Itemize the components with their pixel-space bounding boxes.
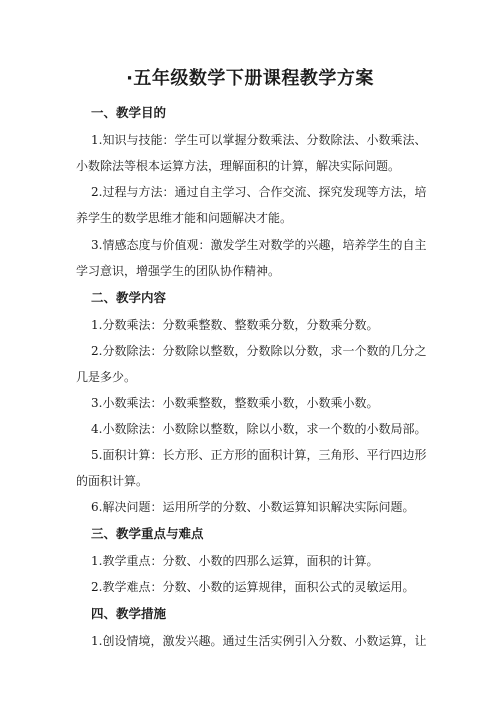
paragraph-line: 5.面积计算：长方形、正方形的面积计算，三角形、平行四边形 xyxy=(91,448,427,462)
paragraph-line: 3.情感态度与价值观：激发学生对数学的兴趣，培养学生的自主 xyxy=(91,238,427,252)
section-heading-key-points: 三、教学重点与难点 xyxy=(91,526,204,541)
paragraph-line: 4.小数除法：小数除以整数，除以小数，求一个数的小数局部。 xyxy=(91,422,427,436)
paragraph-line: 6.解决问题：运用所学的分数、小数运算知识解决实际问题。 xyxy=(91,500,415,514)
paragraph-line: 2.分数除法：分数除以整数，分数除以分数，求一个数的几分之 xyxy=(91,344,427,358)
paragraph-line: 2.过程与方法：通过自主学习、合作交流、探究发现等方法，培 xyxy=(91,185,427,199)
paragraph-line: 养学生的数学思维才能和问题解决才能。 xyxy=(76,211,293,225)
paragraph-line: 1.分数乘法：分数乘整数、整数乘分数，分数乘分数。 xyxy=(91,318,379,332)
section-heading-measures: 四、教学措施 xyxy=(91,606,167,621)
paragraph-line: 1.教学重点：分数、小数的四那么运算，面积的计算。 xyxy=(91,554,379,568)
document-title: ·五年级数学下册课程教学方案 xyxy=(126,68,374,89)
paragraph-line: 学习意识，增强学生的团队协作精神。 xyxy=(76,264,281,278)
paragraph-line: 3.小数乘法：小数乘整数，整数乘小数，小数乘小数。 xyxy=(91,396,379,410)
paragraph-line: 1.知识与技能：学生可以掌握分数乘法、分数除法、小数乘法、 xyxy=(91,133,427,147)
section-heading-content: 二、教学内容 xyxy=(91,290,167,305)
paragraph-line: 1.创设情境，激发兴趣。通过生活实例引入分数、小数运算，让 xyxy=(91,634,427,648)
section-heading-objectives: 一、教学目的 xyxy=(91,105,167,120)
paragraph-line: 的面积计算。 xyxy=(76,474,149,488)
paragraph-line: 小数除法等根本运算方法，理解面积的计算，解决实际问题。 xyxy=(76,159,401,173)
paragraph-line: 2.教学难点：分数、小数的运算规律，面积公式的灵敏运用。 xyxy=(91,580,415,594)
paragraph-line: 几是多少。 xyxy=(76,370,137,384)
